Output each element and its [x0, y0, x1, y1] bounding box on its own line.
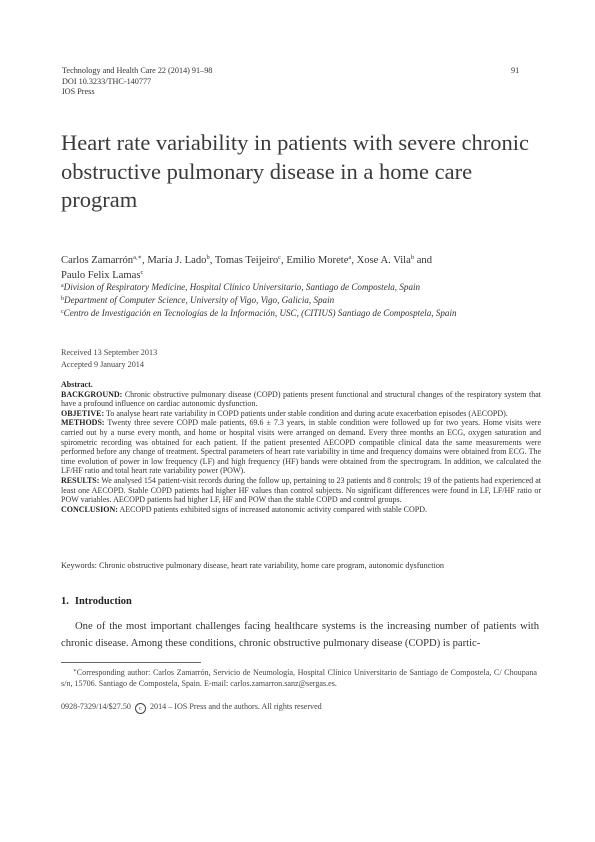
footnote-text: Corresponding author: Carlos Zamarrón, Servicio de Neumología, Hospital Clínico Universitario de Santiago de Compostela, C/ Choupana s/n, 15706. Santiago de Compostela, Spain. E-mail: carlos.zamarron.sanz@sergas.es. — [61, 668, 537, 688]
abstract-text: To analyse heart rate variability in COPD patients under stable condition and during acute exacerbation episodes (AECOPD). — [105, 408, 508, 418]
journal-header — [62, 66, 212, 98]
abstract-conclusion — [61, 505, 541, 515]
keywords: Keywords: Chronic obstructive pulmonary disease, heart rate variability, home care program, autonomic dysfunction — [61, 561, 445, 570]
paper-title: Heart rate variability in patients with severe chronic obstructive pulmonary disease in a home care program — [61, 130, 529, 212]
author-separator: , — [351, 255, 357, 266]
copyright-prefix: 0928-7329/14/$27.50 — [61, 702, 131, 711]
author-name: María J. Lado — [147, 255, 207, 266]
journal-citation: Technology and Health Care 22 (2014) 91–98 — [62, 66, 213, 75]
affiliation-item — [61, 281, 539, 294]
author-affil-mark: a — [348, 254, 352, 261]
abstract-objective — [61, 409, 541, 419]
affiliation-mark: a — [61, 283, 64, 289]
page-number: 91 — [511, 66, 520, 75]
author-affil-mark: b — [206, 254, 210, 261]
affiliation-mark: c — [61, 309, 64, 315]
abstract-text: Twenty three severe COPD male patients, 69.6 ± 7.3 years, in stable condition were followed up for two years. Home visits were carried out by a nurse every month, and home or hospital visits were arranged on demand. Every three months an ECG, oxygen saturation and spirometric recording was obtained for each patient. If the patient presented AECOPD compatible clinical data the same measurements were performed before any change of treatment. Spectral parameters of heart rate variability in time and frequency domains were obtained from ECG. The time evolution of power in low frequency (LF) and high frequency (HF) bands were obtained from the spectrogram. In addition, we calculated the LF/HF ratio and total heart rate variability power (POW). — [61, 418, 541, 476]
affiliation-item — [61, 307, 539, 320]
author-name: Xose A. Vila — [356, 255, 411, 266]
footnote-marker: ∗ — [73, 668, 77, 674]
abstract-label: BACKGROUND: — [61, 389, 123, 399]
author-name: Carlos Zamarrón — [61, 255, 134, 266]
abstract-text: We analysed 154 patient-visit records during the follow up, pertaining to 23 patients and 8 controls; 19 of the patients had experienced at least one AECOPD. Stable COPD patients had higher HF values than control subjects. No significant differences were found in LF, LF/HF ratio or POW variables. AECOPD patients had higher LF, HF and POW than the stable COPD and control groups. — [61, 475, 542, 505]
abstract-heading: Abstract. — [61, 380, 93, 389]
author-name: Emilio Morete — [286, 255, 349, 266]
abstract — [61, 380, 541, 514]
abstract-text: AECOPD patients exhibited signs of increased autonomic activity compared with stable COPD. — [119, 504, 427, 514]
author-affil-mark: c — [278, 254, 282, 261]
section-number: 1. — [61, 596, 69, 607]
copyright-line — [61, 702, 322, 714]
abstract-label: CONCLUSION: — [61, 504, 118, 514]
affiliation-text: Centro de Investigación en Tecnologías de la Información, USC, (CITIUS) Santiago de Composptela, Spain — [63, 308, 457, 318]
affiliation-item — [61, 294, 539, 307]
intro-paragraph: One of the most important challenges facing healthcare systems is the increasing number of patients with chronic disease. Among these conditions, chronic obstructive pulmonary disease (COPD) is partic- — [61, 621, 539, 649]
author-affil-mark: b — [410, 254, 415, 261]
accepted-date: Accepted 9 January 2014 — [61, 360, 144, 369]
section-heading — [61, 596, 132, 607]
author-separator: , — [209, 255, 215, 266]
footnote — [61, 667, 537, 689]
affiliation-text: Division of Respiratory Medicine, Hospital Clínico Universitario, Santiago de Compostela, Spain — [63, 282, 421, 292]
affiliation-text: Department of Computer Science, University of Vigo, Vigo, Galicia, Spain — [64, 295, 335, 305]
copyright-icon: c — [135, 703, 146, 714]
received-date: Received 13 September 2013 — [61, 348, 158, 357]
abstract-label: OBJETIVE: — [61, 408, 105, 418]
copyright-suffix: 2014 – IOS Press and the authors. All rights reserved — [149, 702, 322, 711]
author-name: Tomas Teijeiro — [214, 255, 279, 266]
article-dates — [61, 347, 157, 371]
abstract-background — [61, 390, 541, 409]
doi: DOI 10.3233/THC-140777 — [62, 76, 152, 86]
author-name: Paulo Felix Lamas — [61, 270, 141, 281]
abstract-results — [61, 476, 541, 505]
abstract-label: RESULTS: — [61, 475, 100, 485]
section-title: Introduction — [74, 596, 132, 607]
footnote-rule — [61, 662, 201, 663]
affiliation-mark: b — [61, 296, 64, 302]
abstract-text: Chronic obstructive pulmonary disease (COPD) patients present functional and structural changes of the respiratory system that have a profound influence on cardiac autonomic dysfunction. — [61, 389, 541, 409]
author-list — [61, 253, 533, 283]
publisher: IOS Press — [62, 87, 95, 96]
author-separator: , — [142, 255, 148, 266]
author-affil-mark: c — [140, 269, 144, 276]
author-separator: and — [414, 255, 433, 266]
affiliations — [61, 281, 539, 320]
author-separator: , — [281, 255, 287, 266]
abstract-label: METHODS: — [61, 418, 105, 428]
abstract-methods — [61, 418, 541, 476]
author-affil-mark: a,∗ — [133, 254, 143, 261]
